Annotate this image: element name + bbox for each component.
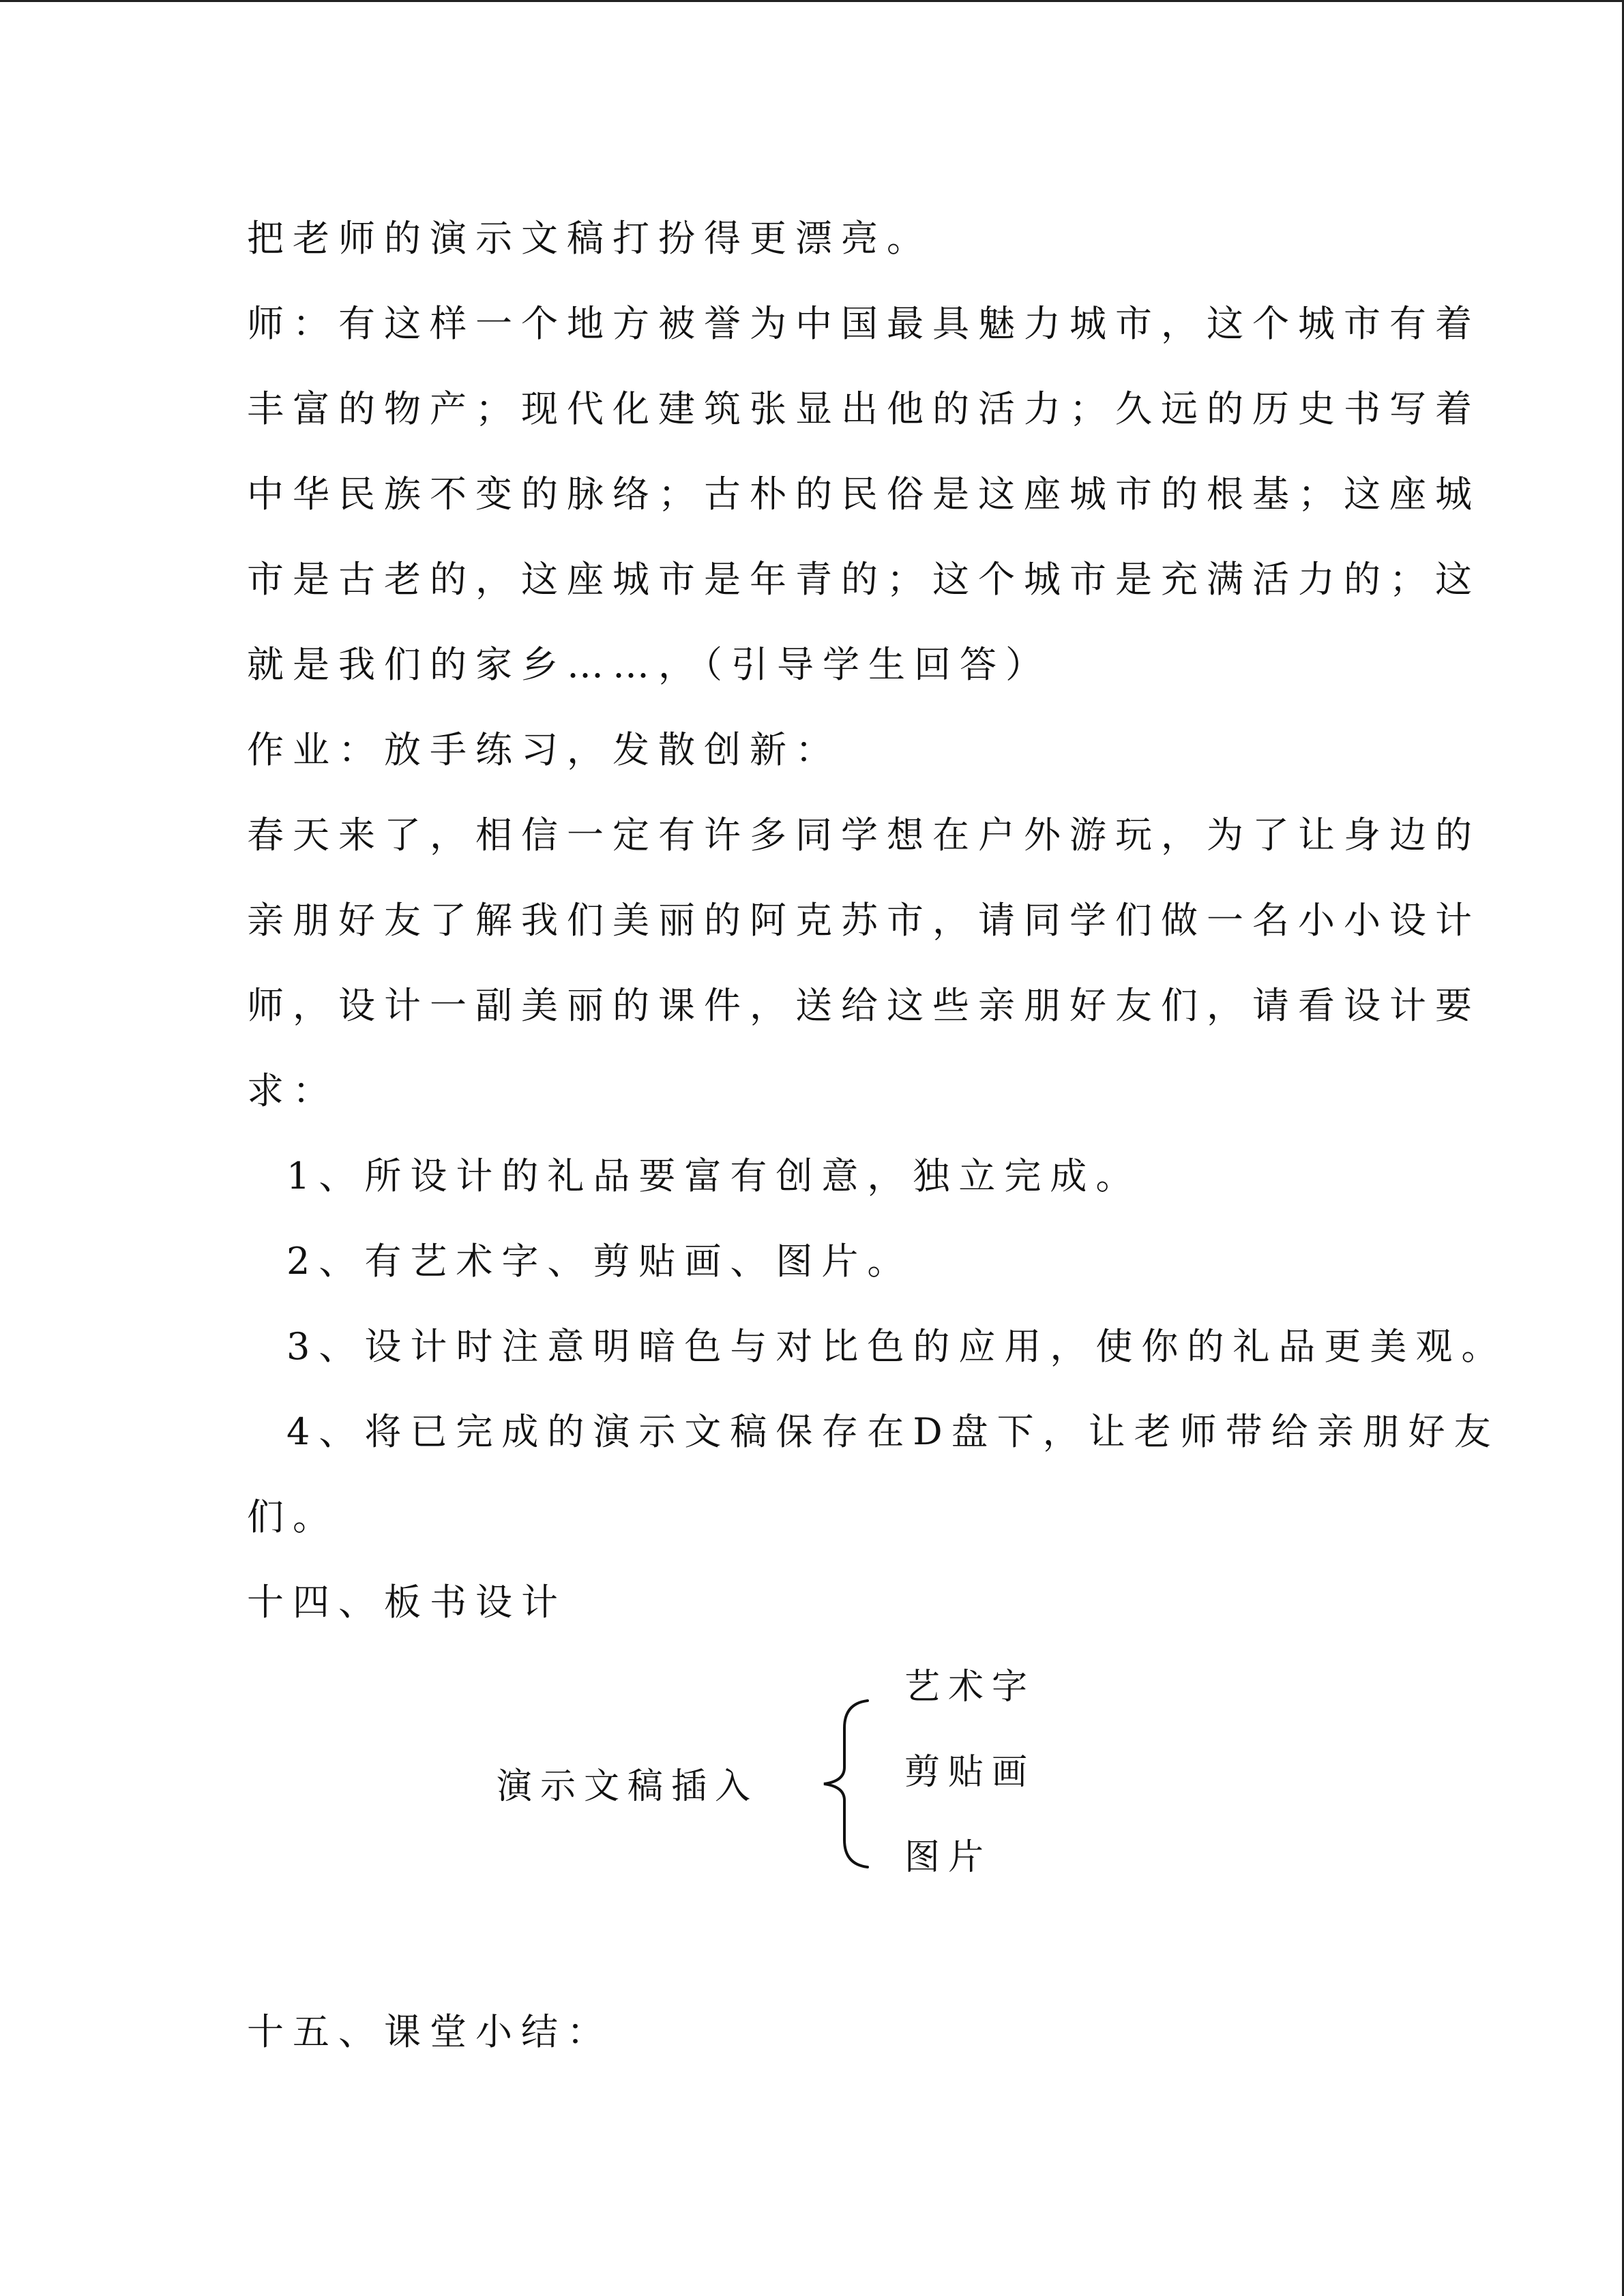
paragraph-line: 丰富的物产；现代化建筑张显出他的活力；久远的历史书写着	[247, 387, 1481, 430]
requirement-item: 1、所设计的礼品要富有创意，独立完成。	[286, 1154, 1142, 1197]
page-top-border	[0, 0, 1624, 2]
paragraph-line: 中华民族不变的脉络；古朴的民俗是这座城市的根基；这座城	[247, 473, 1481, 516]
board-item: 剪贴画	[904, 1752, 1036, 1793]
requirement-item: 2、有艺术字、剪贴画、图片。	[286, 1240, 913, 1283]
board-item: 艺术字	[904, 1667, 1036, 1708]
left-brace-icon	[812, 1694, 887, 1874]
requirement-item: 3、设计时注意明暗色与对比色的应用，使你的礼品更美观。	[286, 1325, 1507, 1368]
paragraph-line: 求：	[247, 1069, 338, 1112]
paragraph-line: 市是古老的，这座城市是年青的；这个城市是充满活力的；这	[247, 558, 1481, 601]
paragraph-line: 就是我们的家乡……，（引导学生回答）	[247, 643, 1051, 686]
paragraph-line: 春天来了，相信一定有许多同学想在户外游玩，为了让身边的	[247, 814, 1481, 856]
paragraph-line: 亲朋好友了解我们美丽的阿克苏市，请同学们做一名小小设计	[247, 899, 1481, 942]
board-item: 图片	[904, 1837, 992, 1878]
section-15-title: 十五、课堂小结：	[247, 2010, 612, 2053]
requirement-item: 4、将已完成的演示文稿保存在D盘下，让老师带给亲朋好友	[286, 1410, 1500, 1453]
paragraph-line: 师，设计一副美丽的课件，送给这些亲朋好友们，请看设计要	[247, 984, 1481, 1027]
requirement-tail: 们。	[247, 1495, 338, 1538]
homework-heading: 作业：放手练习，发散创新：	[247, 728, 841, 771]
section-14-title: 十四、板书设计	[247, 1581, 567, 1624]
paragraph-line: 把老师的演示文稿打扮得更漂亮。	[247, 217, 932, 260]
board-main-label: 演示文稿插入	[497, 1766, 759, 1807]
paragraph-line: 师：有这样一个地方被誉为中国最具魅力城市，这个城市有着	[247, 302, 1481, 345]
